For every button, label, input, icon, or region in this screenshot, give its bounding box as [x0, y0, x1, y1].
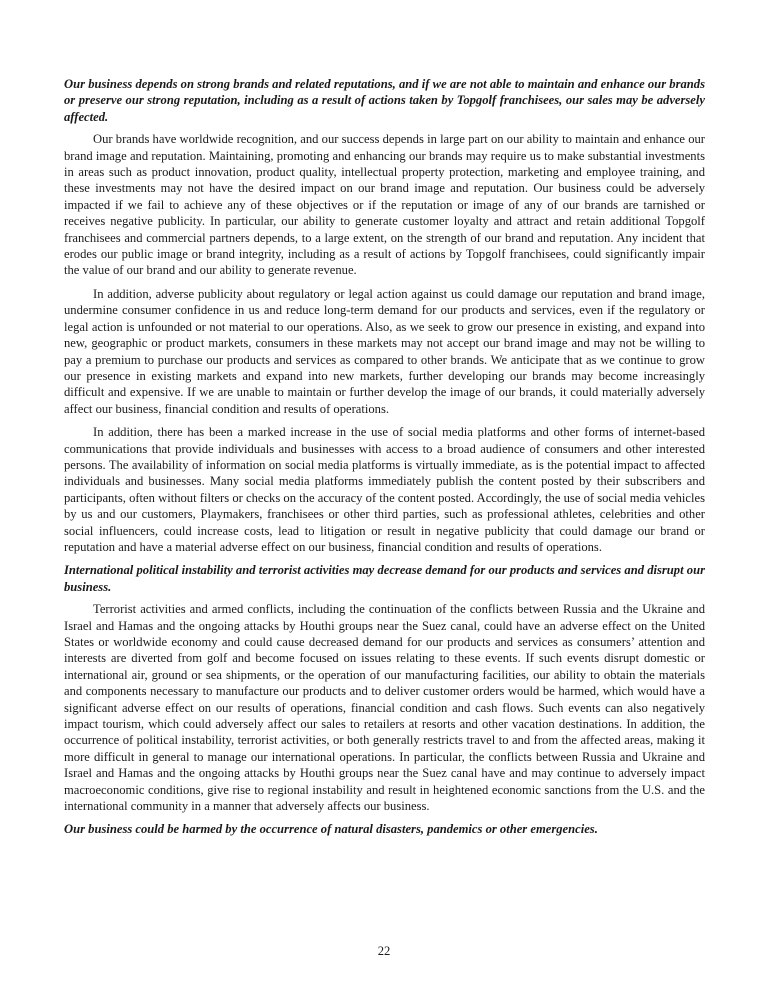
document-page [64, 76, 705, 844]
section-heading-political-instability: International political instability and terrorist activities may decrease demand for our products and services and disrupt our business. [64, 563, 705, 594]
paragraph-brand-recognition: Our brands have worldwide recognition, and our success depends in large part on our ability to maintain and enhance our brand image and reputation. Maintaining, promoting and enhancing our brands may require us to make substantial investments in areas such as product innovation, product quality, intellectual property protection, marketing and employee training, and these investments may not have the desired impact on our brand image and reputation. Our business could be adversely impacted if we fail to achieve any of these objectives or if the reputation or image of any of our brands are tarnished or receives negative publicity. In particular, our ability to generate customer loyalty and attract and retain additional Topgolf franchisees and commercial partners depends, to a large extent, on the strength of our brand and reputation. Any incident that erodes our public image or brand integrity, including as a result of actions by Topgolf franchisees, could significantly impair the value of our brand and our ability to generate revenue. [64, 132, 705, 278]
section-heading-brands: Our business depends on strong brands and related reputations, and if we are not able to maintain and enhance our brands or preserve our strong reputation, including as a result of actions taken by Topgolf franchisees, our sales may be adversely affected. [64, 77, 705, 124]
page-number: 22 [377, 944, 391, 958]
paragraph-adverse-publicity: In addition, adverse publicity about regulatory or legal action against us could damage our reputation and brand image, undermine consumer confidence in us and reduce long-term demand for our products and services, even if the regulatory or legal action is unfounded or not material to our operations. Also, as we seek to grow our presence in existing, and expand into new, geographic or product markets, consumers in these markets may not accept our brand image and may not be willing to pay a premium to purchase our products and services as compared to other brands. We anticipate that as we continue to grow our presence in existing markets and expand into new markets, further developing our brands may become increasingly difficult and expensive. If we are unable to maintain or further develop the image of our brands, it could materially adversely affect our business, financial condition and results of operations. [64, 286, 705, 416]
paragraph-terrorist-activities: Terrorist activities and armed conflicts, including the continuation of the conflicts between Russia and the Ukraine and Israel and Hamas and the ongoing attacks by Houthi groups near the Suez canal, could have an adverse effect on the United States or worldwide economy and could cause decreased demand for our products and services as consumers’ attention and interests are diverted from golf and become focused on issues relating to these events. If such events disrupt domestic or international air, ground or sea shipments, or the operation of our manufacturing facilities, our ability to obtain the materials and components necessary to manufacture our products and to deliver customer orders would be harmed, which would have a significant adverse effect on our results of operations, financial condition and cash flows. Such events can also negatively impact tourism, which could adversely affect our sales to retailers at resorts and other vacation destinations. In addition, the occurrence of political instability, terrorist activities, or both generally restricts travel to and from the affected areas, making it more difficult in general to manage our international operations. In particular, the conflicts between Russia and Ukraine and Israel and Hamas and the ongoing attacks by Houthi groups near the Suez canal have and may continue to adversely impact macroeconomic conditions, give rise to regional instability and result in heightened economic sanctions from the U.S. and the international community in a manner that adversely affects our business. [64, 602, 705, 814]
paragraph-social-media: In addition, there has been a marked increase in the use of social media platforms and other forms of internet-based communications that provide individuals and businesses with access to a broad audience of consumers and other interested persons. The availability of information on social media platforms is virtually immediate, as is the potential impact to affected individuals and businesses. Many social media platforms immediately publish the content posted by their subscribers and participants, often without filters or checks on the accuracy of the content posted. Accordingly, the use of social media vehicles by us and our customers, Playmakers, franchisees or other third parties, such as professional athletes, celebrities and other social influencers, could increase costs, lead to litigation or result in negative publicity that could damage our brand or reputation and have a material adverse effect on our business, financial condition and results of operations. [64, 425, 705, 554]
section-heading-natural-disasters: Our business could be harmed by the occurrence of natural disasters, pandemics or other emergencies. [64, 822, 598, 837]
